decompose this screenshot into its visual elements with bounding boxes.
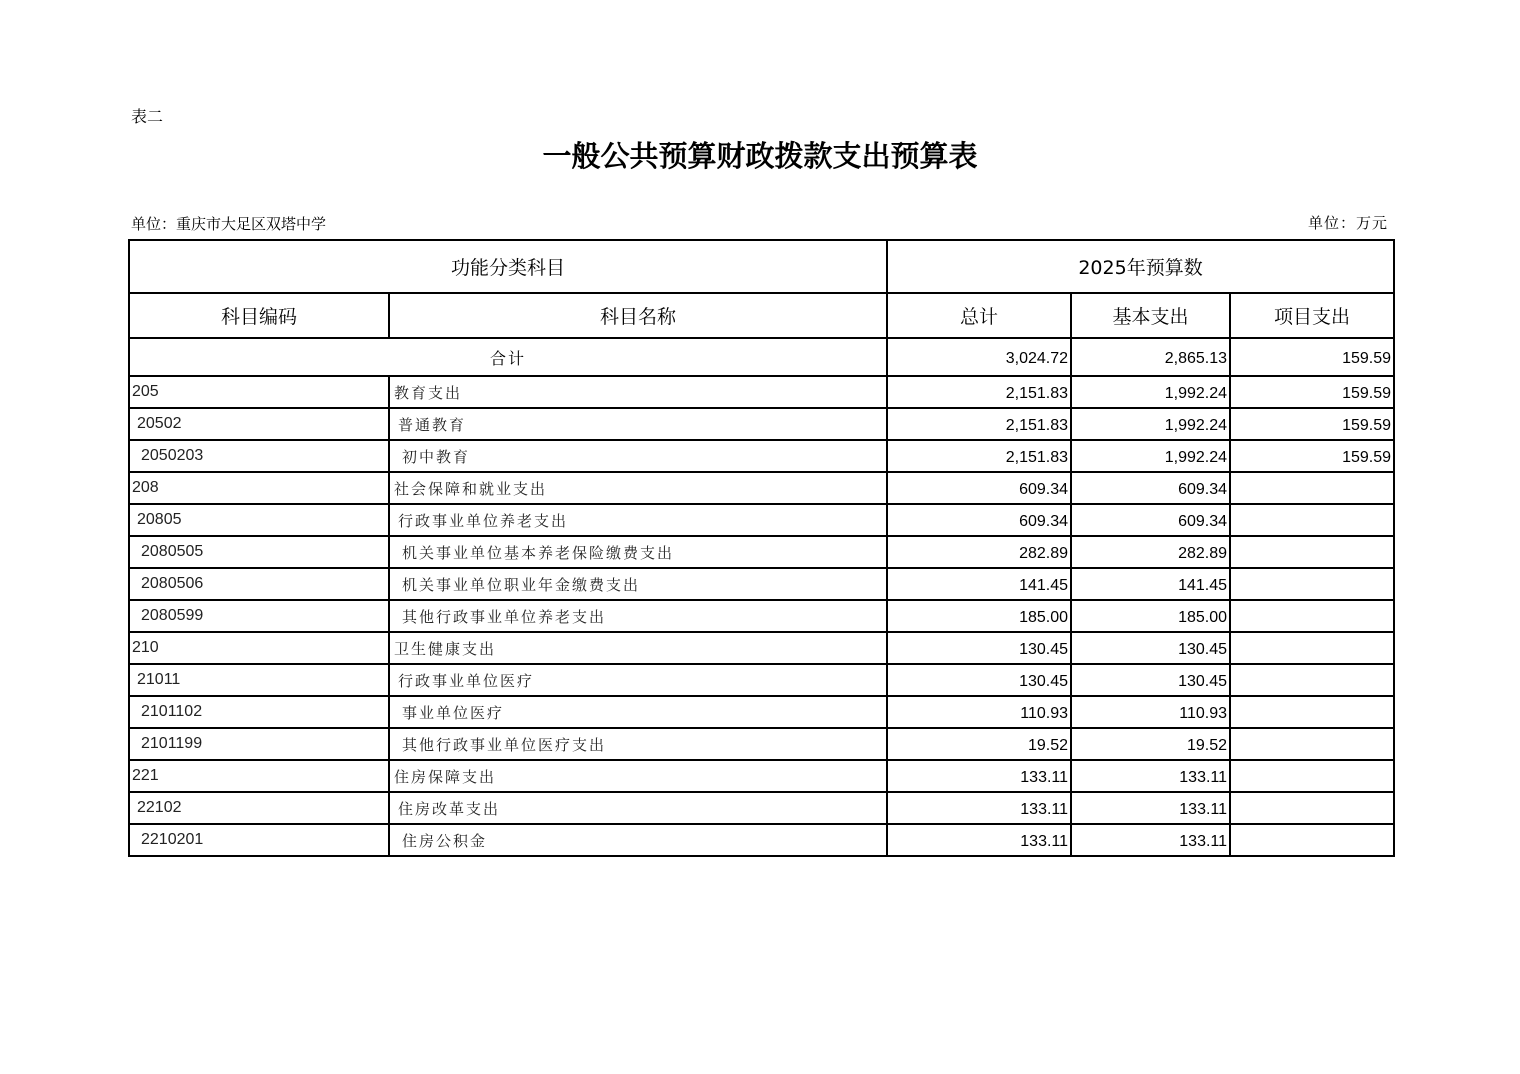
name-cell: 机关事业单位职业年金缴费支出 (389, 568, 887, 600)
name-column-header: 科目名称 (389, 293, 887, 338)
basic-cell: 133.11 (1071, 760, 1230, 792)
currency-unit-label: 单位：万元 (1307, 214, 1388, 232)
name-cell: 卫生健康支出 (389, 632, 887, 664)
budget-table (128, 239, 1395, 857)
total-cell: 133.11 (887, 760, 1071, 792)
table-row (129, 664, 1394, 696)
code-cell: 2101102 (129, 696, 389, 728)
code-cell: 210 (129, 632, 389, 664)
basic-cell: 185.00 (1071, 600, 1230, 632)
project-cell (1230, 472, 1394, 504)
total-cell: 141.45 (887, 568, 1071, 600)
project-cell (1230, 632, 1394, 664)
table-row (129, 760, 1394, 792)
table-row (129, 696, 1394, 728)
name-cell: 其他行政事业单位医疗支出 (389, 728, 887, 760)
code-cell: 22102 (129, 792, 389, 824)
name-cell: 行政事业单位医疗 (389, 664, 887, 696)
column-header-row (129, 293, 1394, 338)
total-cell: 2,151.83 (887, 440, 1071, 472)
table-row (129, 440, 1394, 472)
project-cell (1230, 568, 1394, 600)
code-cell: 20502 (129, 408, 389, 440)
code-cell: 2050203 (129, 440, 389, 472)
table-row (129, 536, 1394, 568)
basic-cell: 282.89 (1071, 536, 1230, 568)
code-cell: 20805 (129, 504, 389, 536)
total-label: 合计 (129, 338, 887, 376)
basic-cell: 133.11 (1071, 824, 1230, 856)
total-cell: 2,151.83 (887, 408, 1071, 440)
code-cell: 208 (129, 472, 389, 504)
table-row (129, 568, 1394, 600)
project-cell (1230, 536, 1394, 568)
basic-cell: 1,992.24 (1071, 440, 1230, 472)
group-header-row (129, 240, 1394, 293)
name-cell: 事业单位医疗 (389, 696, 887, 728)
project-cell (1230, 696, 1394, 728)
table-row (129, 504, 1394, 536)
total-cell: 130.45 (887, 632, 1071, 664)
total-total-cell: 3,024.72 (887, 338, 1071, 376)
project-cell: 159.59 (1230, 408, 1394, 440)
total-cell: 185.00 (887, 600, 1071, 632)
table-row (129, 824, 1394, 856)
table-row (129, 792, 1394, 824)
table-row (129, 728, 1394, 760)
total-cell: 609.34 (887, 472, 1071, 504)
project-cell (1230, 504, 1394, 536)
project-cell (1230, 728, 1394, 760)
code-cell: 2080506 (129, 568, 389, 600)
name-cell: 普通教育 (389, 408, 887, 440)
project-cell: 159.59 (1230, 376, 1394, 408)
basic-cell: 130.45 (1071, 632, 1230, 664)
total-row (129, 338, 1394, 376)
total-cell: 130.45 (887, 664, 1071, 696)
code-cell: 2080599 (129, 600, 389, 632)
table-row (129, 376, 1394, 408)
basic-cell: 130.45 (1071, 664, 1230, 696)
basic-cell: 19.52 (1071, 728, 1230, 760)
total-cell: 19.52 (887, 728, 1071, 760)
basic-cell: 609.34 (1071, 472, 1230, 504)
code-column-header: 科目编码 (129, 293, 389, 338)
table-row (129, 472, 1394, 504)
code-cell: 2101199 (129, 728, 389, 760)
project-cell (1230, 824, 1394, 856)
basic-cell: 1,992.24 (1071, 408, 1230, 440)
table-row (129, 600, 1394, 632)
code-cell: 21011 (129, 664, 389, 696)
table-number-label: 表二 (131, 107, 164, 126)
total-cell: 133.11 (887, 824, 1071, 856)
total-cell: 133.11 (887, 792, 1071, 824)
project-column-header: 项目支出 (1230, 293, 1394, 338)
name-cell: 初中教育 (389, 440, 887, 472)
project-cell (1230, 760, 1394, 792)
code-cell: 2210201 (129, 824, 389, 856)
project-cell: 159.59 (1230, 440, 1394, 472)
code-cell: 2080505 (129, 536, 389, 568)
code-cell: 205 (129, 376, 389, 408)
budget-year-header: 2025年预算数 (887, 240, 1394, 293)
name-cell: 行政事业单位养老支出 (389, 504, 887, 536)
name-cell: 住房改革支出 (389, 792, 887, 824)
total-column-header: 总计 (887, 293, 1071, 338)
name-cell: 社会保障和就业支出 (389, 472, 887, 504)
organization-unit-label: 单位：重庆市大足区双塔中学 (131, 215, 327, 233)
name-cell: 其他行政事业单位养老支出 (389, 600, 887, 632)
project-cell (1230, 664, 1394, 696)
basic-cell: 141.45 (1071, 568, 1230, 600)
table-row (129, 408, 1394, 440)
total-cell: 282.89 (887, 536, 1071, 568)
total-basic-cell: 2,865.13 (1071, 338, 1230, 376)
total-cell: 110.93 (887, 696, 1071, 728)
basic-cell: 1,992.24 (1071, 376, 1230, 408)
basic-cell: 110.93 (1071, 696, 1230, 728)
basic-cell: 609.34 (1071, 504, 1230, 536)
name-cell: 教育支出 (389, 376, 887, 408)
page-title: 一般公共预算财政拨款支出预算表 (542, 139, 978, 173)
basic-column-header: 基本支出 (1071, 293, 1230, 338)
name-cell: 住房保障支出 (389, 760, 887, 792)
table-row (129, 632, 1394, 664)
total-project-cell: 159.59 (1230, 338, 1394, 376)
function-category-header: 功能分类科目 (129, 240, 887, 293)
total-cell: 2,151.83 (887, 376, 1071, 408)
code-cell: 221 (129, 760, 389, 792)
project-cell (1230, 600, 1394, 632)
basic-cell: 133.11 (1071, 792, 1230, 824)
name-cell: 住房公积金 (389, 824, 887, 856)
name-cell: 机关事业单位基本养老保险缴费支出 (389, 536, 887, 568)
project-cell (1230, 792, 1394, 824)
total-cell: 609.34 (887, 504, 1071, 536)
